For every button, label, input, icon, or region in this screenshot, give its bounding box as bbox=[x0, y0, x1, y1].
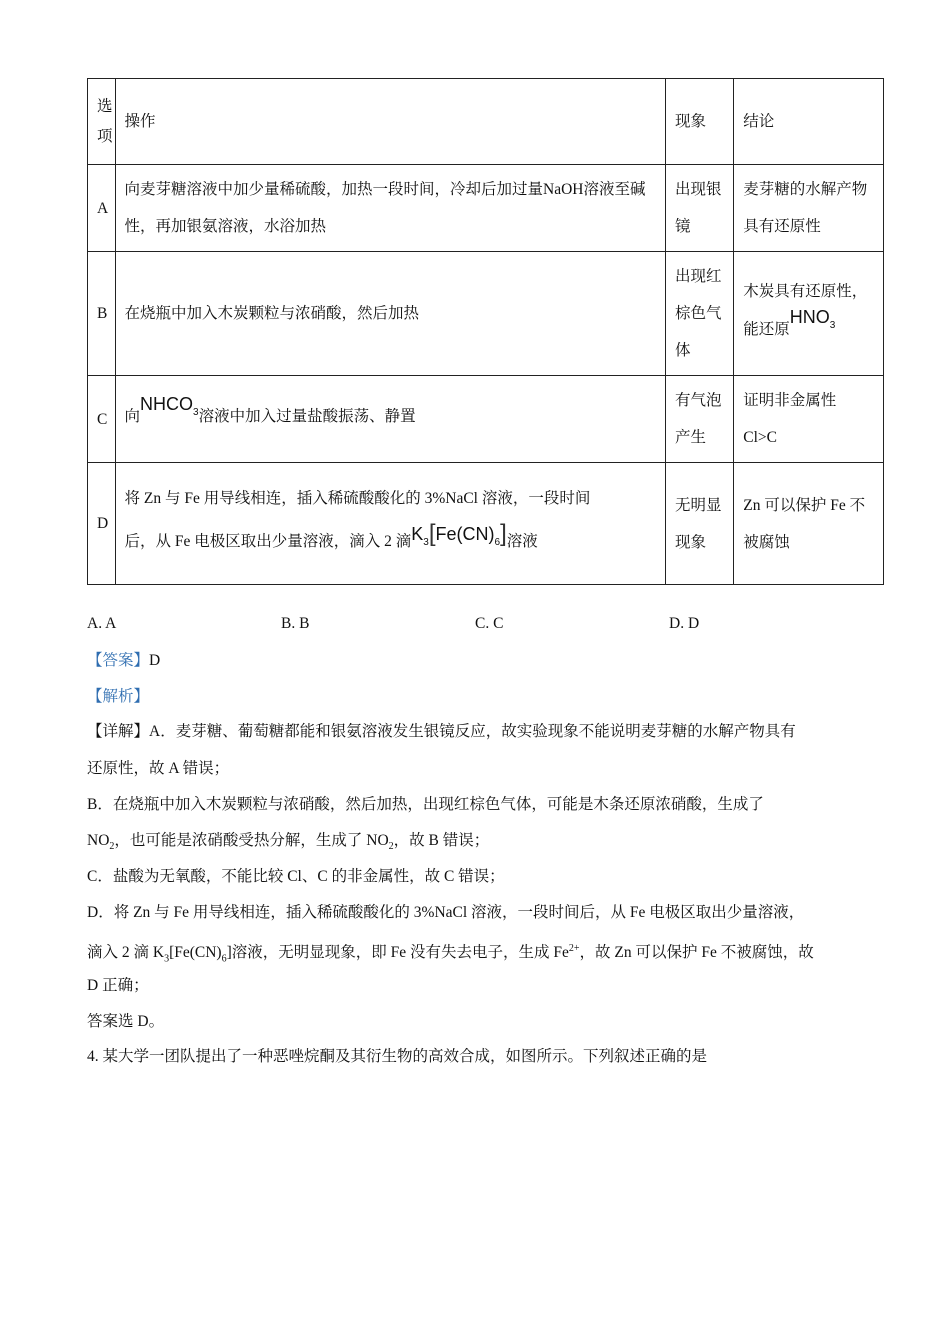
detail-label: 【详解】 bbox=[87, 723, 150, 740]
row-b-conclusion: 木炭具有还原性，能还原$HNO_3$ bbox=[734, 252, 884, 376]
choice-c: C. C bbox=[475, 615, 504, 632]
header-phenomenon: 现象 bbox=[665, 79, 733, 165]
table-row bbox=[88, 376, 884, 463]
explanation-c-line: C．盐酸为无氧酸，不能比较 Cl、C 的非金属性，故 C 错误； bbox=[87, 868, 505, 885]
explanation-b-line1: B．在烧瓶中加入木炭颗粒与浓硝酸，然后加热，出现红棕色气体，可能是木条还原浓硝酸，生成了 bbox=[87, 796, 764, 813]
potassium-ferricyanide-formula: $K_3[Fe(CN)_6]$ bbox=[411, 519, 507, 548]
nhco3-formula: $NHCO_3$ bbox=[140, 393, 199, 418]
row-a-conclusion: 麦芽糖的水解产物具有还原性 bbox=[734, 165, 884, 252]
row-c-phenomenon: 有气泡产生 bbox=[665, 376, 733, 463]
next-question: 4. 某大学一团队提出了一种恶唑烷酮及其衍生物的高效合成，如图所示。下列叙述正确的是 bbox=[87, 1048, 708, 1065]
answer-choices bbox=[87, 615, 887, 637]
explanation-d-line1: D．将 Zn 与 Fe 用导线相连，插入稀硫酸酸化的 3%NaCl 溶液，一段时间后，从 Fe 电极区取出少量溶液， bbox=[87, 904, 805, 921]
row-c-operation: 向$NHCO_3$溶液中加入过量盐酸振荡、静置 bbox=[115, 376, 665, 463]
table-row bbox=[88, 463, 884, 585]
explanation-conclusion: 答案选 D。 bbox=[87, 1013, 165, 1030]
answer-value: D bbox=[149, 652, 161, 669]
table-row bbox=[88, 252, 884, 376]
row-d-operation: 将 Zn 与 Fe 用导线相连，插入稀硫酸酸化的 3%NaCl 溶液，一段时间 后，从 Fe 电极区取出少量溶液，滴入 2 滴$K_3[Fe(CN)_6]$溶液 bbox=[115, 463, 665, 585]
row-b-phenomenon: 出现红棕色气体 bbox=[665, 252, 733, 376]
table-row bbox=[88, 165, 884, 252]
experiment-table bbox=[87, 78, 884, 585]
analysis-line bbox=[87, 686, 877, 708]
explanation-d-line3: D 正确； bbox=[87, 977, 149, 994]
explanation-d-line2: 滴入 2 滴 $K_3[Fe(CN)_6]$溶液，无明显现象，即 Fe 没有失去电子，生成 $Fe^{2+}$，故 Zn 可以保护 Fe 不被腐蚀，故 bbox=[87, 943, 814, 965]
row-b-operation: 在烧瓶中加入木炭颗粒与浓硝酸，然后加热 bbox=[115, 252, 665, 376]
choice-b: B. B bbox=[281, 615, 310, 632]
row-b-option: B bbox=[88, 252, 116, 376]
answer-label: 【答案】 bbox=[87, 652, 150, 669]
row-d-option: D bbox=[88, 463, 116, 585]
explanation-a-line1: 【详解】A．麦芽糖、葡萄糖都能和银氨溶液发生银镜反应，故实验现象不能说明麦芽糖的水解产物具有 bbox=[87, 723, 796, 740]
explanation-b-line2: $NO_2$，也可能是浓硝酸受热分解，生成了 $NO_2$，故 B 错误； bbox=[87, 832, 490, 853]
choice-d: D. D bbox=[669, 615, 700, 632]
header-operation: 操作 bbox=[115, 79, 665, 165]
row-a-phenomenon: 出现银镜 bbox=[665, 165, 733, 252]
header-option: 选 项 bbox=[88, 79, 116, 165]
row-c-conclusion: 证明非金属性 Cl>C bbox=[734, 376, 884, 463]
row-d-phenomenon: 无明显现象 bbox=[665, 463, 733, 585]
answer-line bbox=[87, 650, 877, 672]
choice-a: A. A bbox=[87, 615, 117, 632]
explanation-a-line2: 还原性，故 A 错误； bbox=[87, 760, 230, 777]
analysis-label: 【解析】 bbox=[87, 688, 150, 705]
header-conclusion: 结论 bbox=[734, 79, 884, 165]
table-header-row bbox=[88, 79, 884, 165]
hno3-formula: $HNO_3$ bbox=[789, 306, 836, 331]
row-a-operation: 向麦芽糖溶液中加少量稀硫酸，加热一段时间，冷却后加过量NaOH溶液至碱性，再加银氨溶液，水浴加热 bbox=[115, 165, 665, 252]
row-d-conclusion: Zn 可以保护 Fe 不被腐蚀 bbox=[734, 463, 884, 585]
row-a-option: A bbox=[88, 165, 116, 252]
row-c-option: C bbox=[88, 376, 116, 463]
